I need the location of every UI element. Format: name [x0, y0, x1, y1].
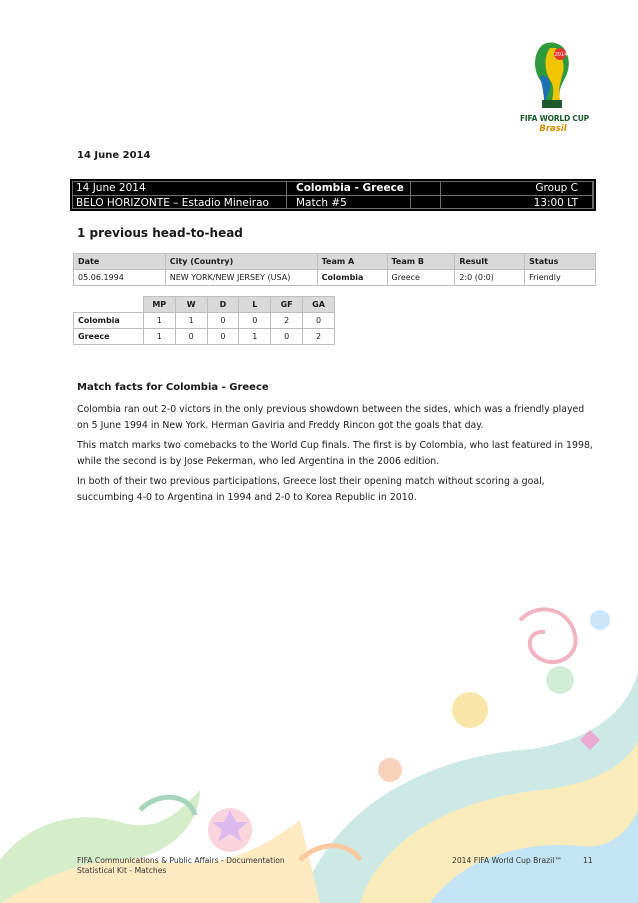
stats-header: W	[175, 297, 207, 313]
h2h-cell-status: Friendly	[525, 270, 596, 286]
match-fact-paragraph: This match marks two comebacks to the World Cup finals. The first is by Colombia, who last featured in 1998, while the second is by Jose Pekerman, who led Argentina in the 2006 edition.	[77, 440, 593, 467]
stats-table	[73, 296, 335, 345]
h2h-header: Status	[525, 254, 596, 270]
brand-line-1: FIFA WORLD CUP	[520, 114, 589, 123]
stats-corner-cell	[74, 297, 144, 313]
h2h-header-row	[74, 254, 596, 270]
h2h-header: City (Country)	[165, 254, 317, 270]
h2h-header: Date	[74, 254, 166, 270]
h2h-cell-city: NEW YORK/NEW JERSEY (USA)	[165, 270, 317, 286]
h2h-title: 1 previous head-to-head	[77, 226, 243, 240]
stats-header: GF	[271, 297, 303, 313]
stats-cell: 0	[271, 329, 303, 345]
page-number: 11	[583, 856, 593, 865]
emblem-year: 2014	[554, 52, 568, 58]
date-heading: 14 June 2014	[77, 150, 151, 161]
stats-team: Colombia	[74, 313, 144, 329]
stats-cell: 0	[303, 313, 335, 329]
stats-header: GA	[303, 297, 335, 313]
table-row	[74, 329, 335, 345]
h2h-header: Team B	[387, 254, 455, 270]
trophy-emblem-icon	[530, 40, 576, 110]
stats-header: D	[207, 297, 239, 313]
stats-cell: 1	[143, 313, 175, 329]
h2h-cell-date: 05.06.1994	[74, 270, 166, 286]
stats-cell: 0	[175, 329, 207, 345]
table-row	[74, 313, 335, 329]
stats-header-row	[74, 297, 335, 313]
footer-center: 2014 FIFA World Cup Brazil™	[452, 856, 562, 865]
banner-column-divider	[440, 181, 441, 209]
footer-left-line-2: Statistical Kit - Matches	[77, 866, 167, 875]
match-fact-paragraph: In both of their two previous participations, Greece lost their opening match without scoring a goal, succumbing 4-0 to Argentina in 1994 and 2-0 to Korea Republic in 2010.	[77, 476, 545, 503]
decorative-artwork	[0, 560, 638, 903]
table-row	[74, 270, 596, 286]
stats-cell: 0	[239, 313, 271, 329]
stats-cell: 1	[143, 329, 175, 345]
h2h-cell-team-a: Colombia	[317, 270, 387, 286]
banner-column-divider	[592, 181, 593, 209]
h2h-header: Team A	[317, 254, 387, 270]
stats-cell: 2	[303, 329, 335, 345]
stats-team: Greece	[74, 329, 144, 345]
stats-cell: 1	[239, 329, 271, 345]
banner-venue: BELO HORIZONTE – Estadio Mineirao	[76, 197, 269, 209]
footer-left-line-1: FIFA Communications & Public Affairs - Documentation	[77, 856, 285, 865]
match-fact-paragraph: Colombia ran out 2-0 victors in the only previous showdown between the sides, which was a friendly played on 5 June 1994 in New York. Herman Gaviria and Freddy Rincon got the goals that day.	[77, 404, 585, 431]
banner-column-divider	[410, 181, 411, 209]
match-banner	[70, 179, 596, 211]
banner-date: 14 June 2014	[76, 182, 146, 194]
match-facts-title: Match facts for Colombia - Greece	[77, 382, 269, 393]
banner-match: Colombia - Greece	[296, 182, 404, 194]
fifa-world-cup-logo	[520, 40, 589, 138]
h2h-cell-result: 2:0 (0:0)	[455, 270, 525, 286]
banner-group: Group C	[535, 182, 578, 194]
stats-cell: 0	[207, 329, 239, 345]
h2h-table	[73, 253, 596, 286]
banner-column-divider	[286, 181, 287, 209]
stats-cell: 2	[271, 313, 303, 329]
stats-header: MP	[143, 297, 175, 313]
stats-header: L	[239, 297, 271, 313]
stats-cell: 1	[175, 313, 207, 329]
h2h-cell-team-b: Greece	[387, 270, 455, 286]
brand-line-2: Brasil	[539, 124, 567, 134]
banner-time: 13:00 LT	[533, 197, 578, 209]
h2h-header: Result	[455, 254, 525, 270]
banner-match-number: Match #5	[296, 197, 347, 209]
stats-cell: 0	[207, 313, 239, 329]
